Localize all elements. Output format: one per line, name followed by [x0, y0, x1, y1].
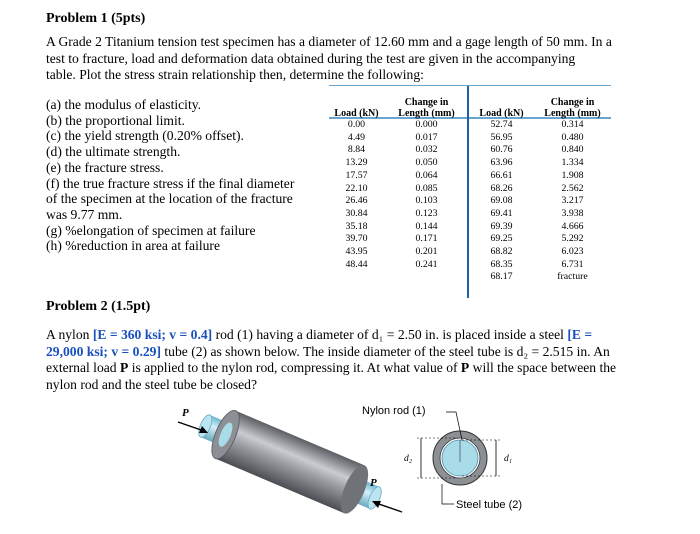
label-d2: d₂: [404, 454, 413, 464]
table-cell: 68.17: [490, 271, 513, 283]
table-cell: 6.731: [561, 258, 584, 270]
table-cell: 68.35: [490, 258, 513, 270]
table-row: [329, 144, 611, 157]
intro-line: test to fracture, load and deformation data obtained during the test are given in the accompanying: [46, 50, 576, 66]
table-row: [329, 183, 611, 196]
table-row: [329, 271, 611, 284]
question-a: (a) the modulus of elasticity.: [46, 97, 202, 112]
problem2-text: [46, 327, 691, 393]
table-row: [329, 195, 611, 208]
question-e: (e) the fracture stress.: [46, 159, 164, 175]
table-cell: [329, 271, 384, 284]
table-cell: 0.314: [561, 119, 584, 130]
table-cell: 52.74: [490, 119, 513, 130]
label-steel-tube: Steel tube (2): [456, 499, 523, 511]
table-cell: 3.938: [561, 207, 584, 219]
table-cell: 1.908: [561, 169, 584, 181]
table-cell: 69.25: [490, 233, 513, 245]
table-row: [329, 170, 611, 183]
problem2-line4: nylon rod and the steel tube be closed?: [46, 376, 258, 392]
table-cell: 5.292: [561, 233, 584, 245]
table-row: [329, 208, 611, 221]
table-cell: 0.032: [415, 144, 438, 156]
table-cell: 8.84: [347, 144, 366, 156]
header-change-2: Change in Length (mm): [544, 97, 601, 119]
table-cell: 0.064: [415, 169, 438, 181]
cylinder-side-view: [191, 400, 390, 524]
table-cell: 48.44: [345, 258, 368, 270]
table-cell: 13.29: [345, 157, 368, 169]
intro-line: table. Plot the stress strain relationship then, determine the following:: [46, 67, 424, 82]
header-load-2: Load (kN): [479, 108, 524, 119]
problem2-line1: A nylon [E = 360 ksi; v = 0.4] rod (1) having a diameter of d₁ = 2.50 in. is placed inside a steel [E =: [46, 327, 593, 342]
question-d: (d) the ultimate strength.: [46, 144, 181, 160]
table-cell: fracture: [557, 271, 588, 283]
problem2-title: Problem 2 (1.5pt): [46, 299, 151, 314]
label-d1: d₁: [504, 454, 513, 464]
table-row: [329, 157, 611, 170]
table-cell: 68.82: [490, 246, 513, 258]
table-cell: 68.26: [490, 182, 513, 194]
problem1-intro: [46, 34, 686, 84]
question-c: (c) the yield strength (0.20% offset).: [46, 128, 244, 144]
question-f-cont: of the specimen at the location of the fracture: [46, 191, 293, 207]
problem2-line2: 29,000 ksi; v = 0.29] tube (2) as shown below. The inside diameter of the steel tube is d₂ = 2.515 in. An: [46, 343, 610, 359]
table-cell: 60.76: [490, 144, 513, 156]
table-row: [329, 132, 611, 145]
problem1-title: Problem 1 (5pts): [46, 11, 146, 26]
question-g: (g) %elongation of specimen at failure: [46, 222, 256, 238]
table-cell: 43.95: [345, 246, 368, 258]
table-cell: 56.95: [490, 131, 513, 143]
problem2-line3: external load P is applied to the nylon rod, compressing it. At what value of P will the space between the: [46, 360, 617, 375]
header-load-1: Load (kN): [334, 108, 379, 119]
table-cell: 2.562: [561, 182, 584, 194]
data-table: [329, 90, 611, 284]
question-h: (h) %reduction in area at failure: [46, 238, 220, 254]
table-cell: 69.39: [490, 220, 513, 232]
table-cell: 69.41: [490, 207, 513, 219]
cross-section: [362, 405, 522, 511]
table-cell: 3.217: [561, 195, 584, 207]
table-cell: 39.70: [345, 233, 368, 245]
label-p-right: P: [370, 477, 377, 489]
table-cell: 0.144: [415, 220, 438, 232]
rod-tube-figure: [170, 400, 590, 530]
table-cell: 22.10: [345, 182, 368, 194]
table-cell: 66.61: [490, 169, 513, 181]
table-cell: 63.96: [490, 157, 513, 169]
table-cell: 0.000: [415, 119, 438, 130]
table-cell: 0.480: [561, 131, 584, 143]
question-b: (b) the proportional limit.: [46, 112, 185, 128]
table-cell: 0.085: [415, 182, 438, 194]
table-row: [329, 119, 611, 132]
table-cell: 0.00: [347, 119, 366, 130]
table-cell: 4.49: [347, 131, 366, 143]
table-cell: 0.123: [415, 207, 438, 219]
table-cell: 4.666: [561, 220, 584, 232]
table-cell: 0.103: [415, 195, 438, 207]
table-cell: 6.023: [561, 246, 584, 258]
question-f: (f) the true fracture stress if the final diameter: [46, 175, 295, 191]
label-p-left: P: [182, 407, 189, 419]
table-cell: 0.017: [415, 131, 438, 143]
table-body: [329, 119, 611, 284]
table-cell: 0.050: [415, 157, 438, 169]
table-cell: 0.840: [561, 144, 584, 156]
table-row: [329, 246, 611, 259]
table-cell: 0.171: [415, 233, 438, 245]
header-change-1: Change in Length (mm): [398, 97, 455, 119]
problem1-questions: [46, 97, 331, 254]
table-cell: 17.57: [345, 169, 368, 181]
intro-line: A Grade 2 Titanium tension test specimen has a diameter of 12.60 mm and a gage length of 50 mm. In a: [46, 34, 612, 49]
table-row: [329, 233, 611, 246]
load-arrow-right-shaft: [376, 503, 402, 512]
table-row: [329, 259, 611, 272]
table-cell: 1.334: [561, 157, 584, 169]
table-cell: 0.201: [415, 246, 438, 258]
table-top-rule: [329, 85, 611, 86]
question-f-cont2: was 9.77 mm.: [46, 206, 123, 222]
table-cell: 26.46: [345, 195, 368, 207]
table-cell: 69.08: [490, 195, 513, 207]
table-cell: 30.84: [345, 207, 368, 219]
table-cell: 35.18: [345, 220, 368, 232]
steel-leader: [442, 484, 454, 504]
table-cell: [384, 271, 469, 284]
table-row: [329, 221, 611, 234]
table-cell: 0.241: [415, 258, 438, 270]
label-nylon-rod: Nylon rod (1): [362, 405, 426, 417]
